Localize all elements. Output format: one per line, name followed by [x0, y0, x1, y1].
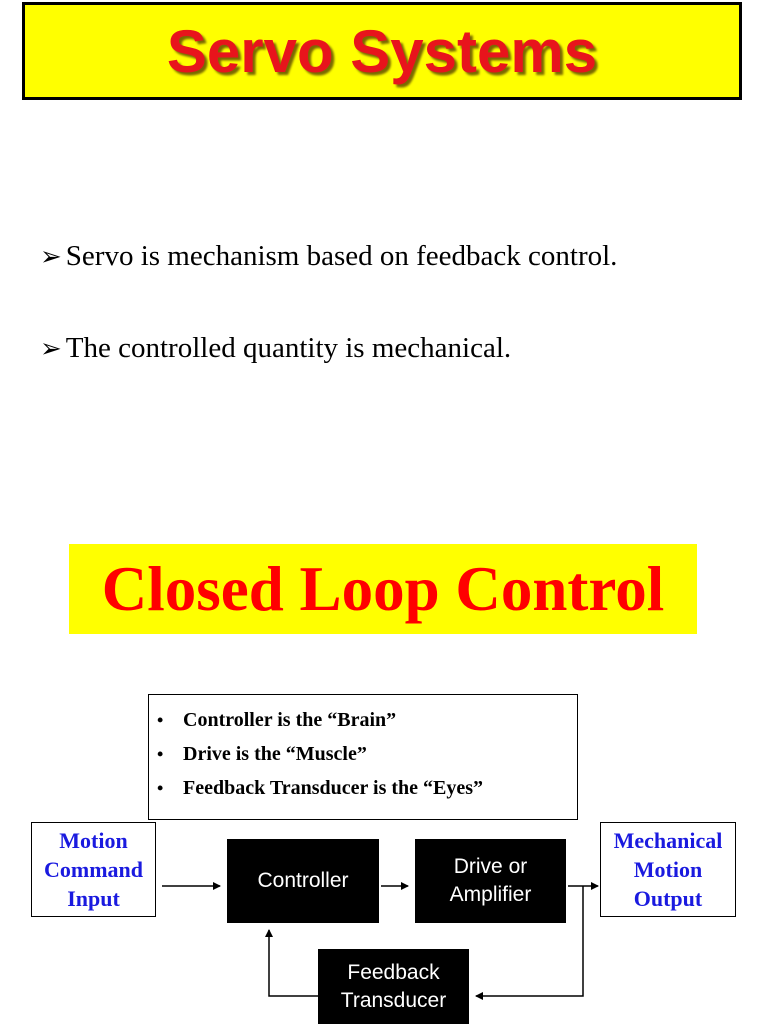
arrow-feedback-to-controller [269, 930, 318, 996]
input-line: Input [67, 886, 120, 911]
output-line: Output [633, 886, 703, 911]
note-text: Drive is the “Muscle” [183, 742, 367, 765]
section-title: Closed Loop Control [101, 553, 665, 624]
note-text: Feedback Transducer is the “Eyes” [183, 776, 484, 799]
bullet-text: The controlled quantity is mechanical. [65, 332, 512, 364]
motion-command-input-block [31, 822, 156, 917]
page-title: Servo Systems [166, 17, 598, 85]
output-line: Mechanical [613, 828, 723, 853]
bullet-text: Servo is mechanism based on feedback control. [65, 240, 618, 272]
controller-label: Controller [257, 869, 349, 892]
feedback-transducer-block [318, 949, 469, 1024]
output-line: Motion [633, 857, 703, 882]
feedback-line: Transducer [340, 988, 447, 1012]
input-line: Command [43, 857, 143, 882]
arrowhead-bullet-icon: ➢ [40, 333, 62, 364]
bullet-dot-icon: • [157, 709, 164, 730]
bullet-dot-icon: • [157, 743, 164, 764]
note-text: Controller is the “Brain” [183, 708, 397, 731]
drive-line: Amplifier [449, 883, 532, 906]
mechanical-motion-output-block [600, 822, 736, 917]
arrowhead-bullet-icon: ➢ [40, 241, 62, 272]
feedback-line: Feedback [347, 960, 440, 984]
bullet-dot-icon: • [157, 777, 164, 798]
drive-line: Drive or [453, 855, 528, 878]
input-line: Motion [59, 828, 128, 853]
drive-amplifier-block [415, 839, 566, 923]
controller-block [227, 839, 379, 923]
